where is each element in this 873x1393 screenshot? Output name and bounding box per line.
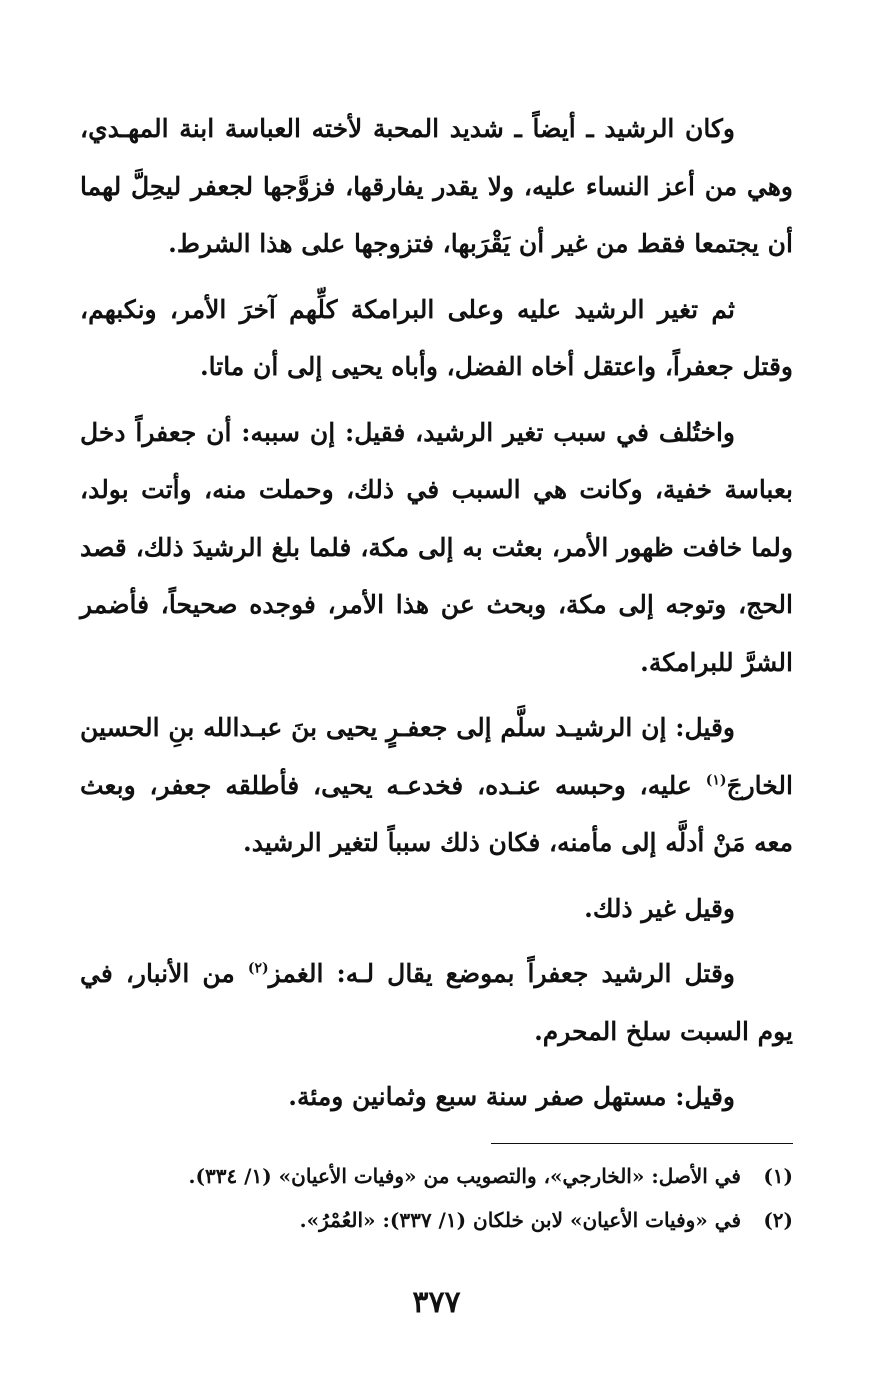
footnote-number: (٢) <box>763 1208 793 1232</box>
footnotes <box>80 1158 793 1246</box>
paragraph-6 <box>80 945 793 1060</box>
paragraph-6-part-2: من الأنبار، في يوم السبت سلخ المحرم. <box>80 959 793 1046</box>
paragraph-2: ثم تغير الرشيد عليه وعلى البرامكة كلِّهم آخرَ الأمر، ونكبهم، وقتل جعفراً، واعتقل أخاه الفضل، وأباه يحيى إلى أن ماتا. <box>80 294 793 381</box>
footnote-1 <box>80 1158 793 1194</box>
footnote-separator <box>491 1143 793 1144</box>
footnote-number: (١) <box>763 1164 793 1188</box>
paragraph-5: وقيل غير ذلك. <box>584 893 735 923</box>
main-text <box>80 100 793 1134</box>
paragraph-4-part-1: وقيل: إن الرشيـد سلَّم إلى جعفـرٍ يحيى بنَ عبـدالله بنِ الحسين الخارجَ <box>80 713 793 800</box>
page-number: ٣٧٧ <box>412 1285 461 1320</box>
paragraph-4 <box>80 699 793 872</box>
paragraph-3: واختُلف في سبب تغير الرشيد، فقيل: إن سببه: أن جعفراً دخل بعباسة خفية، وكانت هي السبب في ذلك، وحملت منه، وأتت بولد، ولما خافت ظهور الأمر، بعثت به إلى مكة، فلما بلغ الرشيدَ ذلك، قصد الحج، وتوجه إلى مكة، وبحث عن هذا الأمر، فوجده صحيحاً، فأضمر الشرَّ للبرامكة. <box>80 417 793 677</box>
paragraph-1: وكان الرشيد ـ أيضاً ـ شديد المحبة لأخته العباسة ابنة المهـدي، وهي من أعز النساء عليه، ولا يقدر يفارقها، فزوَّجها لجعفر ليحِلَّ لهما أن يجتمعا فقط من غير أن يَقْرَبها، فتزوجها على هذا الشرط. <box>80 114 793 258</box>
footnote-reference-2[interactable]: (٢) <box>247 960 269 977</box>
footnote-2 <box>80 1202 793 1238</box>
paragraph-7: وقيل: مستهل صفر سنة سبع وثمانين ومئة. <box>288 1082 735 1111</box>
paragraph-6-part-1: وقتل الرشيد جعفراً بموضع يقال لـه: الغمز <box>268 959 735 988</box>
paragraph-4-part-2: عليه، وحبسه عنـده، فخدعـه يحيى، فأطلقه جعفر، وبعث معه مَنْ أدلَّه إلى مأمنه، فكان ذلك سبباً لتغير الرشيد. <box>80 770 793 857</box>
footnote-text: في «وفيات الأعيان» لابن خلكان (١/ ٣٣٧): «العُمْرُ». <box>299 1208 741 1232</box>
footnote-reference-1[interactable]: (١) <box>705 772 727 789</box>
footnote-text: في الأصل: «الخارجي»، والتصويب من «وفيات الأعيان» (١/ ٣٣٤). <box>188 1164 741 1188</box>
